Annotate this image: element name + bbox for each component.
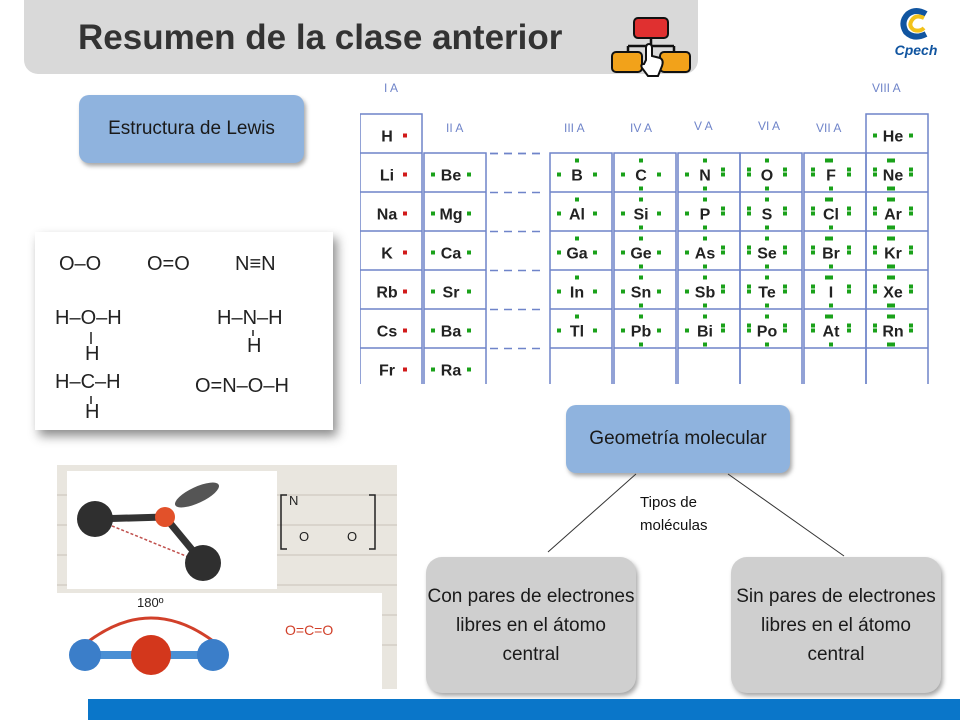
element-symbol: Tl (569, 323, 585, 341)
element-symbol: Ra (440, 362, 462, 380)
element-symbol: Se (757, 245, 777, 263)
nitrite-n-label: N (289, 493, 299, 508)
element-symbol: C (635, 167, 647, 185)
footer-bar (88, 699, 960, 720)
element-symbol: Fr (379, 362, 395, 380)
without-lone-pairs-box: Sin pares de electrones libres en el átomo central (731, 557, 941, 693)
o2-double-formula: O=O (147, 253, 190, 275)
nitrite-o-right-label: O (347, 529, 358, 544)
element-symbol: Sr (442, 284, 460, 302)
element-symbol: P (699, 206, 711, 224)
element-symbol: Ge (630, 245, 652, 263)
element-symbol: Ca (440, 245, 462, 263)
element-symbol: Pb (630, 323, 652, 341)
element-symbol: As (694, 245, 716, 263)
element-symbol: Cl (823, 206, 839, 224)
molecular-geometry-box: Geometría molecular (566, 405, 790, 473)
nitrite-o-left-label: O (299, 529, 310, 544)
element-symbol: Si (633, 206, 649, 224)
logo-text: Cpech (894, 42, 938, 58)
element-symbol: S (761, 206, 773, 224)
n2-formula: N≡N (235, 253, 276, 275)
element-symbol: K (381, 245, 393, 263)
element-symbol: N (699, 167, 711, 185)
group-label: VI A (758, 119, 781, 133)
element-symbol: Ne (882, 167, 904, 185)
molecule-types-label: Tipos de moléculas (640, 494, 708, 534)
nitrous-acid-formula: O=N–O–H (195, 375, 289, 397)
page-title: Resumen de la clase anterior (78, 18, 563, 57)
angle-label: 180º (137, 595, 164, 610)
element-symbol: Ar (884, 206, 902, 224)
group-label: VII A (816, 121, 842, 135)
element-symbol: I (828, 284, 834, 302)
element-symbol: Na (376, 206, 398, 224)
group-label: IV A (630, 121, 653, 135)
element-symbol: Sb (694, 284, 716, 302)
element-symbol: F (826, 167, 836, 185)
group-label: III A (564, 121, 585, 135)
element-symbol: Br (822, 245, 840, 263)
methane-top-h: H (85, 343, 100, 365)
water-formula: H–O–H (55, 307, 122, 329)
co2-formula: O=C=O (285, 622, 334, 638)
ammonia-h: H (247, 335, 262, 357)
element-symbol: Mg (439, 206, 463, 224)
methane-bottom-h: H (85, 401, 100, 423)
ammonia-formula: H–N–H (217, 307, 283, 329)
element-symbol: He (882, 128, 904, 146)
element-symbol: Be (440, 167, 462, 185)
element-symbol: Te (758, 284, 776, 302)
element-symbol: Po (756, 323, 778, 341)
element-symbol: Rb (376, 284, 398, 302)
element-symbol: Sn (630, 284, 652, 302)
group-label: I A (384, 81, 399, 95)
element-symbol: Ga (566, 245, 588, 263)
element-symbol: B (571, 167, 583, 185)
element-symbol: At (822, 323, 840, 341)
element-symbol: Rn (882, 323, 904, 341)
with-lone-pairs-box: Con pares de electrones libres en el átomo central (426, 557, 636, 693)
lewis-structure-box: Estructura de Lewis (79, 95, 304, 163)
element-symbol: O (760, 167, 774, 185)
element-symbol: Xe (883, 284, 903, 302)
o2-single-formula: O–O (59, 253, 102, 275)
element-symbol: Bi (697, 323, 713, 341)
element-symbol: Cs (376, 323, 398, 341)
element-symbol: Al (569, 206, 585, 224)
methane-formula: H–C–H (55, 371, 121, 393)
group-label: V A (694, 119, 713, 133)
group-label: VIII A (872, 81, 901, 95)
element-symbol: H (381, 128, 393, 146)
group-label: II A (446, 121, 464, 135)
element-symbol: Ba (440, 323, 462, 341)
element-symbol: Li (379, 167, 395, 185)
element-symbol: In (569, 284, 585, 302)
element-symbol: Kr (884, 245, 902, 263)
